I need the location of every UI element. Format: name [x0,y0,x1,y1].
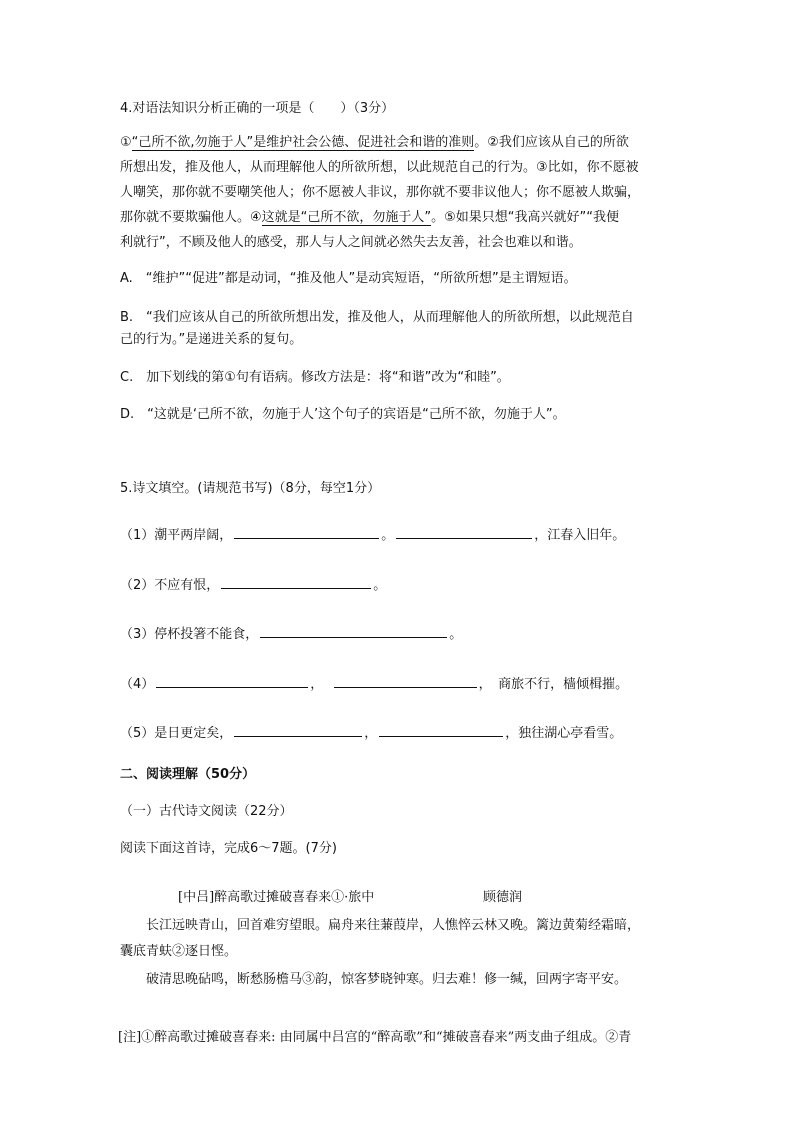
q4-option-b-line-2[interactable]: 己的行为。”是递进关系的复句。 [120,332,303,347]
q5-blank-2[interactable] [396,524,532,539]
q4-para-line-1 [120,134,629,152]
q4-para-l4-a: 那你就不要欺骗他人。④ [120,210,262,225]
poem-line-2: 囊底青蚨②逐日悭。 [120,944,238,959]
q5-item-2-suffix: 。 [373,578,387,593]
q4-para-line-3: 人嘲笑，那你就不要嘲笑他人；你不愿被人非议，那你就不要非议他人；你不愿被人欺骗， [120,185,641,200]
q5-item-4-prefix: （4） [120,677,155,692]
q5-blank-3[interactable] [221,574,371,589]
poem-line-1: 长江远映青山，回首难穷望眼。扁舟来往蒹葭岸，人憔悴云林又晚。篱边黄菊经霜暗， [146,918,641,933]
q5-item-5 [120,722,622,743]
q5-item-1-suffix: ，江春入旧年。 [534,528,626,543]
q5-item-3-prefix: （3）停杯投箸不能食， [120,627,259,642]
q5-item-5-suffix: ，独往湖心亭看雪。 [505,726,623,741]
q5-item-5-prefix: （5）是日更定矣， [120,726,233,741]
q5-blank-7[interactable] [234,722,362,737]
poem-title: [中吕]醉高歌过摊破喜春来①·旅中 [178,890,375,905]
q4-title: 4.对语法知识分析正确的一项是（ ）（3分） [120,101,395,116]
q5-item-1-prefix: （1）潮平两岸阔， [120,528,233,543]
q4-para-line-2: 所想出发，推及他人，从而理解他人的所欲所想，以此规范自己的行为。③比如，你不愿被 [120,160,639,175]
q5-item-1-sep: 。 [381,528,395,543]
q4-para-line-5: 利就行”，不顾及他人的感受，那人与人之间就必然失去友善，社会也难以和谐。 [120,235,582,250]
q5-blank-8[interactable] [379,722,503,737]
q4-option-d[interactable]: D. “这就是‘己所不欲，勿施于人’这个句子的宾语是“己所不欲，勿施于人”。 [120,407,566,422]
q5-item-5-sep: ， [364,726,378,741]
q5-item-3 [120,623,462,644]
q4-para-l4-b: 。⑤如果只想“我高兴就好”“我便 [431,210,619,225]
poem-author: 顾德润 [483,890,523,905]
q4-option-b-line-1[interactable]: B. “我们应该从自己的所欲所想出发，推及他人，从而理解他人的所欲所想，以此规范自 [120,310,634,325]
q5-blank-4[interactable] [260,623,447,638]
q4-underlined-sentence-1: “己所不欲,勿施于人”是维护社会公德、促进社会和谐的准则 [131,135,475,150]
section-2-subheading: （一）古代诗文阅读（22分） [120,804,293,819]
q4-para-line-4 [120,209,619,227]
q4-option-a[interactable]: A. “维护”“促进”都是动词，“推及他人”是动宾短语，“所欲所想”是主谓短语。 [120,271,577,286]
q5-title: 5.诗文填空。(请规范书写)（8分，每空1分） [120,481,381,496]
q4-underlined-sentence-4: 这就是“己所不欲，勿施于人” [261,210,432,225]
q5-item-1 [120,524,625,545]
q5-item-4-suffix: ， 商旅不行，樯倾楫摧。 [478,677,629,692]
q5-item-2 [120,574,386,595]
q5-item-4 [120,673,628,694]
poem-note: [注]①醉高歌过摊破喜春来: 由同属中吕宫的“醉高歌”和“摊破喜春来”两支曲子组成。②青 [118,1030,632,1045]
section-2-heading: 二、阅读理解（50分） [120,767,256,782]
q5-blank-5[interactable] [156,673,308,688]
q4-option-c[interactable]: C. 加下划线的第①句有语病。修改方法是：将“和谐”改为“和睦”。 [120,370,510,385]
q5-item-3-suffix: 。 [449,627,463,642]
q5-item-4-sep: ， [310,677,324,692]
section-2-instruction: 阅读下面这首诗，完成6～7题。(7分) [120,841,337,856]
q5-blank-6[interactable] [334,673,477,688]
poem-line-3: 破清思晚砧鸣，断愁肠檐马③韵，惊客梦晓钟寒。归去难！修一缄，回两字寄平安。 [146,972,628,987]
q4-para-l1-b: 。②我们应该从自己的所欲 [474,135,629,150]
q5-blank-1[interactable] [234,524,379,539]
q5-item-2-prefix: （2）不应有恨， [120,578,220,593]
q4-para-l1-a: ① [120,135,132,150]
